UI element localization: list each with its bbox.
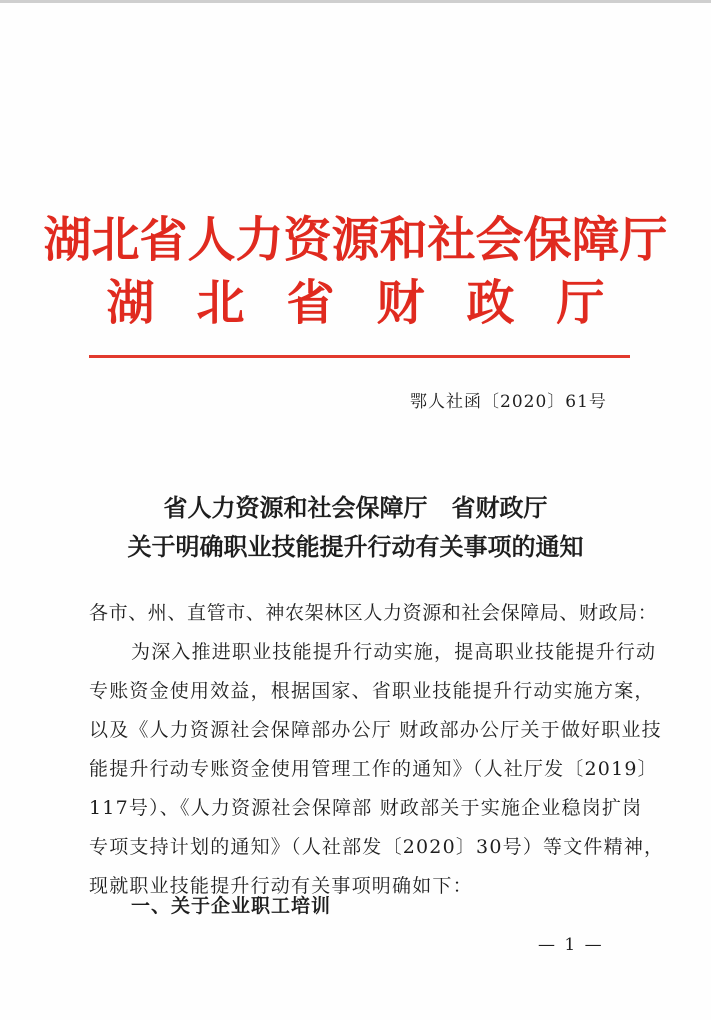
page-number: — 1 — <box>538 935 604 955</box>
paragraph-line: 现就职业技能提升行动有关事项明确如下： <box>89 875 473 897</box>
document-title-line-1: 省人力资源和社会保障厅 省财政厅 <box>163 493 548 522</box>
section-heading: 一、关于企业职工培训 <box>131 895 332 917</box>
document-title-line-2: 关于明确职业技能提升行动有关事项的通知 <box>127 532 584 561</box>
paragraph-line: 能提升行动专账资金使用管理工作的通知》（人社厅发〔2019〕 <box>89 758 658 780</box>
paragraph-line: 为深入推进职业技能提升行动实施，提高职业技能提升行动 <box>131 641 657 663</box>
paragraph-line: 专项支持计划的通知》（人社部发〔2020〕30号）等文件精神， <box>89 836 665 858</box>
issuer-header-line-2: 湖北省财政厅 <box>106 275 647 331</box>
paragraph-line: 专账资金使用效益，根据国家、省职业技能提升行动实施方案， <box>89 680 655 702</box>
document-number: 鄂人社函〔2020〕61号 <box>410 392 607 412</box>
paragraph-line: 117号）、《人力资源社会保障部 财政部关于实施企业稳岗扩岗 <box>89 797 643 819</box>
paragraph-line: 以及《人力资源社会保障部办公厅 财政部办公厅关于做好职业技 <box>89 719 662 741</box>
addressee-line: 各市、州、直管市、神农架林区人力资源和社会保障局、财政局： <box>89 602 658 624</box>
red-header-rule <box>89 355 630 358</box>
page-top-edge <box>0 0 711 3</box>
issuer-header-line-1: 湖北省人力资源和社会保障厅 <box>43 212 668 268</box>
